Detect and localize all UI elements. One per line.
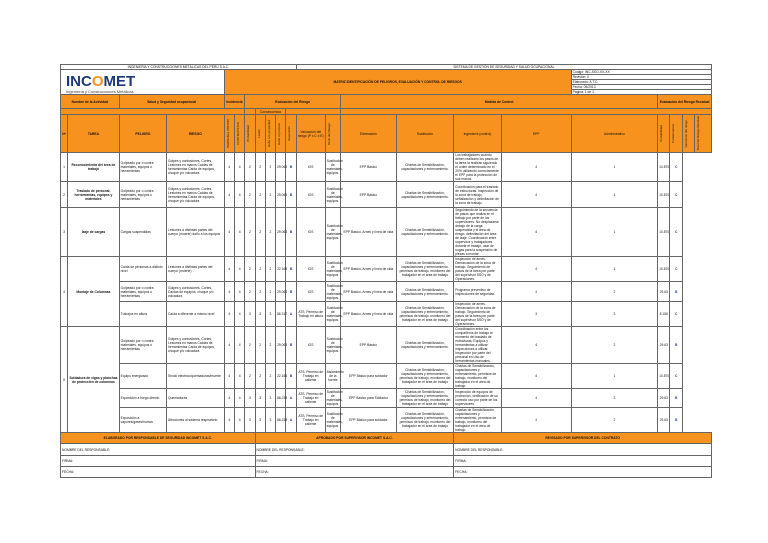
cell-c2: 2 <box>571 408 657 433</box>
table-row <box>61 327 712 364</box>
cell-v: 29.063 <box>276 208 286 257</box>
cell-hazard: Equipo energizado <box>119 364 166 389</box>
col-risk-value: Valoración del riesgo (P x C x E) <box>296 115 325 153</box>
group-incidence: Incidencia <box>224 95 245 109</box>
cell-e: 2 <box>265 327 275 364</box>
footer-name-2: NOMBRE DEL RESPONSABLE: <box>255 444 454 456</box>
cell-c: 4 <box>234 389 244 408</box>
management-system: SISTEMA DE GESTIÓN DE SEGURIDAD Y SALUD OCUPACIONAL <box>296 65 711 70</box>
cell-d: 2 <box>255 208 265 257</box>
cell-hazard: Golpeado por o contra materiales, equipos o herramientas <box>119 153 166 182</box>
cell-riesgo: Lesiones a distintas partes del cuerpo (muerte) daño a los equipos <box>167 208 225 257</box>
cell-n2: C <box>670 302 682 327</box>
table-row <box>61 182 712 208</box>
cell-nivel: B <box>286 257 296 282</box>
cell-d: 3 <box>255 302 265 327</box>
cell-v2: 29.63 <box>658 389 670 408</box>
cell-l: 2 <box>245 257 255 282</box>
cell-p2: 4 <box>501 257 571 282</box>
cell-d: 3 <box>255 389 265 408</box>
cell-adm: Charlas de Sensibilización, capacitaciones y entrenamiento, permisos de trabajo, monitoreo del trabajador en el área de trabajo <box>396 389 454 408</box>
table-row <box>61 282 712 302</box>
cell-hazard: Trabajos en altura <box>119 302 166 327</box>
cell-adm: Charlas de Sensibilización, capacitaciones y entrenamiento, permisos de trabajo, monitoreo del trabajador en el área de trabajo <box>396 408 454 433</box>
cell-riesgo: Lesiones a distintas partes del cuerpo (muerte) <box>167 257 225 282</box>
cell-d: 2 <box>255 257 265 282</box>
col-risk: RIESGO <box>167 115 225 153</box>
col-risk-level: Nivel del Riesgo <box>326 122 331 145</box>
cell-v2: 10.870 <box>658 208 670 257</box>
document-title: MATRIZ IDENTIFICACIÓN DE PELIGROS, EVALUACIÓN Y CONTROL DE RIESGOS <box>224 70 571 95</box>
cell-c: 4 <box>234 182 244 208</box>
col-injury: Lesión <box>256 129 261 138</box>
cell-e: 3 <box>265 302 275 327</box>
cell-otros: Los trabajadores cuando deben realizarlo los pasos de la tarea la realizan siguiendo el orden determinado en el 20% utilizando correctamente el EPP para la protección de sus manos. <box>454 153 501 182</box>
cell-c: 4 <box>234 208 244 257</box>
cell-riesgo: Shock eléctrico/quemaduras/muerte <box>167 364 225 389</box>
cell-elim: ATS, Permiso de Trabajo en caliente <box>296 408 325 433</box>
cell-nivel: A <box>286 408 296 433</box>
cell-d: 2 <box>255 282 265 302</box>
cell-otros: Coordinación entre los compañeros de trabajo al momento del traslado de estructuras. Equipos y herramientas a utilizar inspecciones a utilizar. Inspección por parte del personal en Uso de herramientas manuales. <box>454 327 501 364</box>
col-own-staff: PERSONAL PROPIO <box>225 119 230 148</box>
group-activity: Nombre de la Actividad <box>61 95 120 109</box>
col-engineering: Ingeniería (control) <box>454 115 501 153</box>
cell-l: 2 <box>245 182 255 208</box>
group-risk-evaluation: Evaluación del Riesgo <box>245 95 341 109</box>
cell-d: 2 <box>255 364 265 389</box>
cell-l: 3 <box>245 408 255 433</box>
cell-adm: Charlas de Sensibilización, capacitaciones y entrenamiento, permisos de trabajo, monitoreo del trabajador en el área de trabajo <box>396 257 454 282</box>
cell-e: 3 <box>265 408 275 433</box>
group-health-safety: Salud y Seguridad ocupacional <box>119 95 224 109</box>
cell-v: 86.317 <box>276 302 286 327</box>
activity-number: 3 <box>61 208 68 257</box>
cell-c2: 1 <box>571 257 657 282</box>
cell-n2: C <box>670 257 682 282</box>
cell-hazard: Exposición a vapores/gases/humos <box>119 408 166 433</box>
cell-l: 2 <box>245 153 255 182</box>
cell-v: 29.063 <box>276 182 286 208</box>
cell-adm: Charlas de Sensibilización, capacitaciones y entrenamiento. <box>396 327 454 364</box>
col-substitution: Sustitución <box>396 115 454 153</box>
col-task: TAREA <box>68 115 119 153</box>
cell-d: 2 <box>255 182 265 208</box>
footer-approved-by: APROBADO POR SUPERVISOR INCOMET S.A.C. <box>255 433 454 444</box>
cell-l: 2 <box>245 364 255 389</box>
cell-n2: C <box>670 153 682 182</box>
cell-ing: EPP Básico <box>341 327 397 364</box>
footer-name-3: NOMBRE DEL RESPONSABLE: <box>454 444 712 456</box>
cell-sust: Aislamiento de la fuente <box>325 364 340 389</box>
cell-p2: 4 <box>501 389 571 408</box>
cell-otros: Charlas de Sensibilización, capacitaciones y entrenamiento, permisos de trabajo, monitoreo del trabajador en el área de trabajo <box>454 364 501 389</box>
col-administrative: Administrativo <box>571 115 657 153</box>
cell-nivel: B <box>286 182 296 208</box>
cell-adm: Charlas de Sensibilización, capacitaciones y entrenamiento. <box>396 282 454 302</box>
cell-riesgo: Golpes y contusiones, Cortes, Lesiones en manos Caídas de herramientas Caída de equipos, choque y/o volcadura <box>167 153 225 182</box>
group-residual-risk: Evaluación del Riesgo Residual <box>658 95 712 109</box>
cell-l: 2 <box>245 282 255 302</box>
cell-p: 4 <box>224 364 234 389</box>
col-level-residual: Nivel del Riesgo Residual <box>696 116 701 151</box>
cell-v: 86.238 <box>276 408 286 433</box>
cell-adm: Charlas de Sensibilización, capacitaciones y entrenamiento, permisos de trabajo, monitoreo del trabajador en el área de trabajo <box>396 302 454 327</box>
cell-v2: 10.870 <box>658 257 670 282</box>
cell-hazard: Cargas suspendidas <box>119 208 166 257</box>
risk-matrix-sheet <box>60 64 712 478</box>
cell-otros: Inspección de arnés. Demarcación de la zona de trabajo. Seguimiento de pasos de la tarea por parte del supervisor SSO y de Operaciones. <box>454 302 501 327</box>
cell-ing: EPP Básico, Arnes y línea de vida <box>341 208 397 257</box>
activity-task: Reconocimiento del área de trabajo <box>68 153 119 182</box>
group-control-measures: Medida de Control <box>341 95 658 109</box>
cell-p2: 3 <box>501 302 571 327</box>
cell-c: 4 <box>234 364 244 389</box>
cell-nivel: B <box>286 364 296 389</box>
footer-date-1: FECHA: <box>61 467 256 478</box>
cell-p2: 4 <box>501 327 571 364</box>
col-contractors: CONTRATISTAS <box>235 122 240 145</box>
activity-task: Traslado de personal, herramientas, equipos y materiales <box>68 182 119 208</box>
cell-v: 29.063 <box>276 153 286 182</box>
cell-adm: Charlas de Sensibilización, capacitaciones y entrenamiento, permisos de trabajo, monitoreo del trabajador en el área de trabajo <box>396 364 454 389</box>
cell-riesgo: Quemaduras <box>167 389 225 408</box>
cell-riesgo: Afecciones al sistema respiratorio <box>167 408 225 433</box>
cell-riesgo: Golpes y contusiones, Cortes, Lesiones en manos Caídas de herramientas Caída de equipos, choque y/o volcadura <box>167 327 225 364</box>
cell-p: 4 <box>224 182 234 208</box>
doc-date: Fecha: 05/2013 <box>571 85 711 90</box>
logo-cell <box>61 70 225 95</box>
doc-author: Elaborado: A.T.C. <box>571 80 711 85</box>
cell-v: 86.238 <box>276 389 286 408</box>
col-consequence-residual: Consecuencia <box>671 123 676 143</box>
footer-signature-2: FIRMA: <box>255 456 454 467</box>
cell-c2: 2 <box>571 389 657 408</box>
cell-c: 4 <box>234 408 244 433</box>
cell-nivel: A <box>286 302 296 327</box>
col-value-residual: Valoración del riesgo <box>683 119 688 148</box>
cell-c: 4 <box>234 327 244 364</box>
cell-ing: EPP Básico, Arnes y línea de vida <box>341 302 397 327</box>
cell-d: 2 <box>255 327 265 364</box>
col-process-damage: Daño al proceso <box>277 122 282 145</box>
cell-ing: EPP Básico para Soldador <box>341 389 397 408</box>
cell-v2: 10.870 <box>658 182 670 208</box>
cell-ing: EPP Básico para soldador <box>341 408 397 433</box>
cell-p: 4 <box>224 282 234 302</box>
cell-n2: B <box>670 389 682 408</box>
cell-p2: 4 <box>501 282 571 302</box>
cell-e: 2 <box>265 282 275 302</box>
cell-hazard: Golpeado por o contra materiales, equipos o herramientas <box>119 182 166 208</box>
activity-task: Montaje de Columnas <box>68 257 119 327</box>
cell-n2: C <box>670 208 682 257</box>
cell-d: 3 <box>255 408 265 433</box>
col-probability: Probabilidad <box>246 125 251 142</box>
cell-c2: 1 <box>571 182 657 208</box>
cell-adm: Charlas de Sensibilización, capacitaciones y entrenamiento. <box>396 208 454 257</box>
cell-otros: Coordinación para el traslado de estructuras. Inspección de la zona de trabajo, señalización y delimitación de la zona de trabajo. <box>454 182 501 208</box>
cell-sust: Sustitución de materiales, equipos. <box>325 208 340 257</box>
cell-sust: Sustitución de materiales, equipos. <box>325 257 340 282</box>
cell-l: 2 <box>245 208 255 257</box>
table-row <box>61 302 712 327</box>
footer-reviewed-by: REVISADO POR SUPERVISOR DEL CONTRATO <box>454 433 712 444</box>
cell-v2: 29.63 <box>658 327 670 364</box>
cell-v: 29.063 <box>276 327 286 364</box>
cell-ing: EPP Básico, Arnes y línea de vida <box>341 282 397 302</box>
cell-nivel: B <box>286 208 296 257</box>
cell-elim: iOS <box>296 282 325 302</box>
cell-hazard: Golpeado por o contra materiales, equipos o herramientas <box>119 327 166 364</box>
cell-nivel: A <box>286 389 296 408</box>
col-hazard: PELIGRO <box>119 115 166 153</box>
cell-e: 2 <box>265 153 275 182</box>
cell-hazard: Exposición a fuego directo <box>119 389 166 408</box>
footer-prepared-by: ELABORADO POR RESPONSABLE DE SEGURIDAD INCOMET S.A.C. <box>61 433 256 444</box>
table-row <box>61 364 712 389</box>
risk-matrix-table <box>60 64 712 478</box>
cell-n2: B <box>670 327 682 364</box>
cell-riesgo: Golpes y contusiones, Cortes, Caídas de equipos, choque y/o volcadura <box>167 282 225 302</box>
cell-elim: ATS, Permiso de Trabajo en caliente <box>296 364 325 389</box>
cell-c: 4 <box>234 257 244 282</box>
cell-v2: 8.156 <box>658 302 670 327</box>
cell-c2: 2 <box>571 282 657 302</box>
cell-sust: Sustitución de materiales, equipos. <box>325 408 340 433</box>
cell-ing: EPP Básico, Arnes y línea de vida <box>341 257 397 282</box>
cell-elim: iOS <box>296 182 325 208</box>
cell-v2: 10.870 <box>658 364 670 389</box>
cell-l: 2 <box>245 327 255 364</box>
logo-tagline: Ingeniería y Construcciones Metálicas <box>66 89 134 94</box>
cell-c2: 1 <box>571 153 657 182</box>
cell-hazard: Caída de personas a distinto nivel <box>119 257 166 282</box>
table-row <box>61 389 712 408</box>
cell-ing: EPP Básico <box>341 182 397 208</box>
cell-otros: Inspección de equipos de protección, verificación de su correcto uso por parte de los supervisores. <box>454 389 501 408</box>
cell-n2: B <box>670 282 682 302</box>
cell-p: 4 <box>224 153 234 182</box>
col-property-damage: Daño a la propiedad <box>266 119 271 148</box>
cell-ing: EPP Básico <box>341 153 397 182</box>
cell-v2: 29.63 <box>658 282 670 302</box>
cell-p2: 4 <box>501 408 571 433</box>
cell-e: 2 <box>265 364 275 389</box>
cell-c2: 2 <box>571 327 657 364</box>
footer-name-1: NOMBRE DEL RESPONSABLE: <box>61 444 256 456</box>
cell-l: 3 <box>245 389 255 408</box>
cell-e: 2 <box>265 182 275 208</box>
cell-c: 4 <box>234 302 244 327</box>
cell-p: 4 <box>224 389 234 408</box>
cell-c: 4 <box>234 282 244 302</box>
cell-p: 4 <box>224 257 234 282</box>
cell-riesgo: Caída a diferente a mismo nivel <box>167 302 225 327</box>
cell-v2: 29.63 <box>658 408 670 433</box>
cell-v: 29.063 <box>276 282 286 302</box>
logo-wordmark: INCOMET <box>66 73 136 90</box>
col-elimination: Eliminación <box>341 115 397 153</box>
cell-n2: B <box>670 408 682 433</box>
cell-hazard: Golpeado por o contra materiales, equipos o herramientas <box>119 282 166 302</box>
cell-p: 4 <box>224 408 234 433</box>
col-probability-residual: Probabilidad <box>659 125 664 142</box>
cell-otros: Charlas de Sensibilización, capacitaciones y entrenamiento, permisos de trabajo, monitoreo del trabajador en el área de trabajo <box>454 408 501 433</box>
table-row <box>61 408 712 433</box>
cell-e: 3 <box>265 389 275 408</box>
cell-c2: 1 <box>571 364 657 389</box>
cell-p2: 4 <box>501 153 571 182</box>
col-number: Nº <box>61 115 68 153</box>
cell-c2: 3 <box>571 302 657 327</box>
cell-elim: iOS <box>296 153 325 182</box>
cell-elim: ATS, Permiso de Trabajo en caliente <box>296 389 325 408</box>
cell-p2: 4 <box>501 208 571 257</box>
cell-elim: ATS, Permiso de Trabajo en altura <box>296 302 325 327</box>
footer-date-3: FECHA: <box>454 467 712 478</box>
cell-n2: C <box>670 364 682 389</box>
cell-adm: Charlas de Sensibilización, capacitaciones y entrenamiento. <box>396 182 454 208</box>
table-row <box>61 257 712 282</box>
activity-number: 5 <box>61 327 68 433</box>
activity-number: 1 <box>61 153 68 182</box>
col-ppe: EPP <box>501 115 571 153</box>
cell-p: 4 <box>224 208 234 257</box>
cell-sust: Sustitución de materiales, equipos. <box>325 302 340 327</box>
activity-number: 4 <box>61 257 68 327</box>
cell-nivel: B <box>286 282 296 302</box>
footer-signature-1: FIRMA: <box>61 456 256 467</box>
cell-l: 3 <box>245 302 255 327</box>
cell-elim: iOS <box>296 327 325 364</box>
cell-otros: Inspección de arnés. Demarcación de la zona de trabajo. Seguimiento de pasos de la tarea por parte del supervisor SSO y de Operaciones. <box>454 257 501 282</box>
doc-code: Código: INC-SSO-XX-XX <box>571 70 711 75</box>
footer-date-2: FECHA: <box>255 467 454 478</box>
company-name: INGENIERÍA Y CONSTRUCCIONES METÁLICAS DEL PERÚ S.A.C. <box>61 65 297 70</box>
cell-e: 2 <box>265 257 275 282</box>
cell-p2: 4 <box>501 364 571 389</box>
cell-sust: Sustitución de materiales, equipos. <box>325 153 340 182</box>
cell-sust: Sustitución de materiales, equipos. <box>325 182 340 208</box>
activity-task: Izaje de cargas <box>68 208 119 257</box>
cell-p: 4 <box>224 302 234 327</box>
cell-nivel: B <box>286 153 296 182</box>
cell-elim: iOS <box>296 257 325 282</box>
cell-otros: Programa preventivo de inspecciones de seguridad <box>454 282 501 302</box>
matrix-body <box>61 153 712 433</box>
cell-p2: 4 <box>501 182 571 208</box>
table-row <box>61 208 712 257</box>
cell-sust: Sustitución de materiales, equipos. <box>326 390 343 406</box>
cell-d: 2 <box>255 153 265 182</box>
activity-task: Soldadura de vigas y planchas de protección de columnas <box>68 327 119 433</box>
cell-e: 2 <box>265 208 275 257</box>
cell-sust: Sustitución de materiales, equipos. <box>325 327 340 364</box>
table-row <box>61 153 712 182</box>
cell-n2: C <box>670 182 682 208</box>
activity-number: 2 <box>61 182 68 208</box>
doc-page: Página: 1 de 1 <box>571 90 711 95</box>
cell-c2: 1 <box>571 208 657 257</box>
col-exposure: Exposición <box>287 126 292 141</box>
cell-sust: Sustitución de materiales, equipos. <box>326 283 343 300</box>
cell-riesgo: Golpes y contusiones, Cortes, Lesiones en manos Caídas de herramientas Caída de equipos, choque y/o volcadura <box>167 182 225 208</box>
cell-v2: 10.870 <box>658 153 670 182</box>
cell-ing: EPP Básico para soldador <box>341 364 397 389</box>
cell-p: 4 <box>224 327 234 364</box>
cell-nivel: B <box>286 327 296 364</box>
doc-revision: Revisión: 0 <box>571 75 711 80</box>
cell-c: 4 <box>234 153 244 182</box>
footer-signature-3: FIRMA: <box>454 456 712 467</box>
cell-elim: iOS <box>296 208 325 257</box>
consequence-subgroup: Consecuencia <box>255 109 286 115</box>
cell-otros: Seguimiento de la secuencia de pasos que realiza en el trabajo por parte de los supervisores. No desplazarse debajo de la carga suspendida y el área de riesgo, delimitación del área de izaje. Coordinación entre supervisor y trabajadores durante el trabajo, usar de sogas para la suspensión de piezas a montar. <box>454 208 501 257</box>
cell-adm: Charlas de Sensibilización, capacitaciones y entrenamiento. <box>396 153 454 182</box>
cell-v: 22.165 <box>276 364 286 389</box>
cell-v: 22.165 <box>276 257 286 282</box>
